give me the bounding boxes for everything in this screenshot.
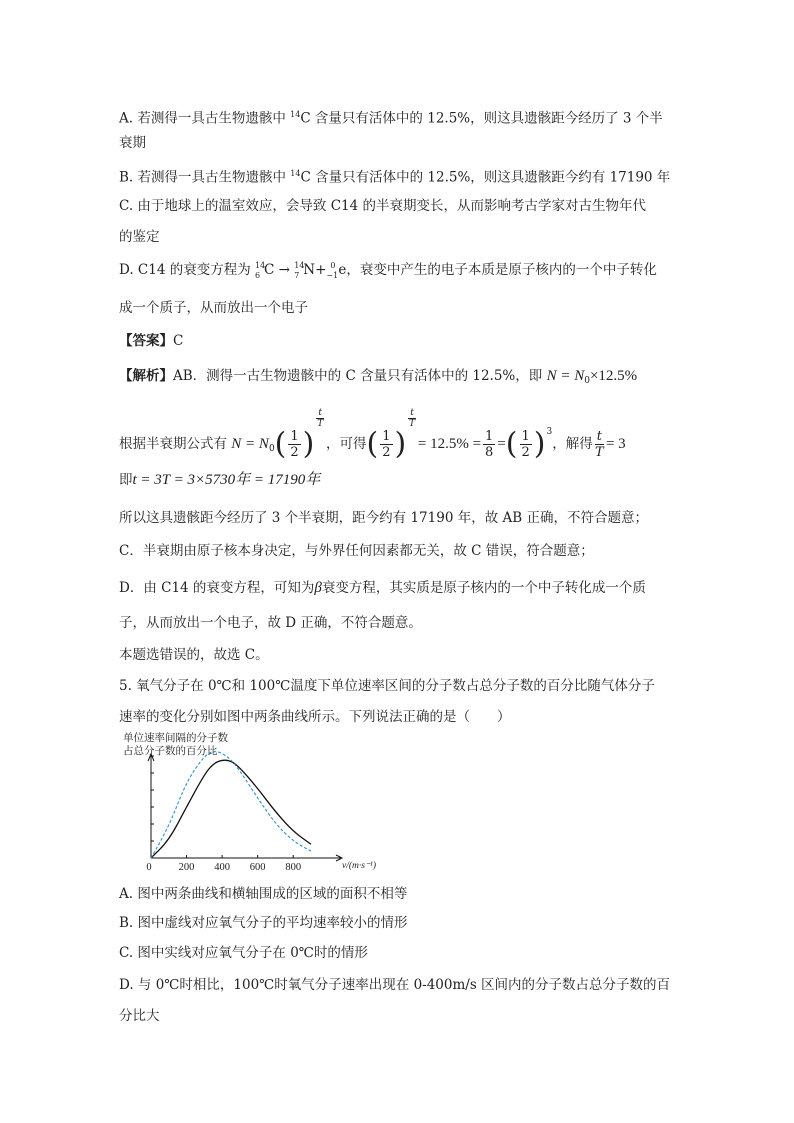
fraction-t-over-T: $\frac{t}{T}$ — [595, 429, 604, 460]
formula-eq: = — [497, 436, 506, 452]
analysis-text: 即 — [119, 472, 133, 488]
electron-nuclide: 0 −1 — [326, 260, 339, 280]
question5-line1: 5. 氧气分子在 0℃和 100℃温度下单位速率区间的分子数占总分子数的百分比随气体分子 — [119, 678, 655, 694]
option-d-text: D. C14 的衰变方程为 — [119, 262, 256, 278]
carbon-symbol: C — [264, 262, 275, 278]
formula-n: N = N — [231, 436, 269, 452]
analysis-text: 根据半衰期公式有 — [119, 436, 232, 452]
question5-line2: 速率的变化分别如图中两条曲线所示。下列说法正确的是（ ） — [119, 709, 511, 725]
analysis-label: 【解析】 — [119, 368, 173, 384]
nitrogen-nuclide: 14 7 — [294, 260, 305, 280]
option-d-text-cont: ，衰变中产生的电子本质是原子核内的一个中子转化 — [346, 262, 657, 278]
option-b-text: B. 若测得一具古生物遗骸中 — [119, 169, 291, 186]
option-b-text-cont: C 含量只有活体中的 12.5%，则这具遗骸距今约有 17190 年 — [300, 169, 671, 186]
analysis-line4: 所以这具遗骸距今经历了 3 个半衰期，距今约有 17190 年，故 AB 正确，不符合题意； — [119, 510, 648, 526]
analysis-line1 — [119, 366, 637, 391]
analysis-text: AB．测得一古生物遗骸中的 C 含量只有活体中的 12.5%，即 — [173, 368, 547, 384]
analysis-text: D．由 C14 的衰变方程，可知为 — [119, 580, 315, 596]
isotope-mass: 14 — [290, 169, 301, 178]
exponent-t-over-T: $\frac{t}{T}$ — [317, 408, 324, 429]
formula-sub: 0 — [584, 376, 590, 386]
option-a-text-cont: C 含量只有活体中的 12.5%，则这具遗骸距今经历了 3 个半 — [300, 110, 663, 127]
fraction-half: $\frac{1}{2}$ — [382, 429, 391, 460]
option-a-line1 — [119, 105, 663, 129]
answer — [119, 331, 183, 351]
option-c-line2: 的鉴定 — [119, 229, 160, 245]
x-axis-label: v/(m·s⁻¹) — [342, 861, 376, 871]
analysis-line8: 本题选错误的，故选 C。 — [119, 647, 269, 663]
analysis-text: ，可得 — [326, 436, 367, 452]
option-a-line2: 衰期 — [119, 135, 146, 151]
arrow-icon: → — [278, 262, 290, 278]
electron-symbol: e — [338, 262, 347, 278]
formula-eq: = 12.5% = — [417, 436, 482, 452]
y-axis-label-line1: 单位速率间隔的分子数 — [123, 732, 228, 744]
formula-time: t = 3T = 3×5730年 = 17190年 — [132, 472, 321, 488]
y-axis-label-line2: 占总分子数的百分比 — [123, 745, 218, 757]
isotope-mass: 14 — [290, 110, 301, 119]
q5-option-a: A. 图中两条曲线和横轴围成的区域的面积不相等 — [119, 886, 408, 902]
analysis-line7: 子，从而放出一个电子，故 D 正确，不符合题意。 — [119, 615, 422, 631]
fraction-half: $\frac{1}{2}$ — [521, 429, 530, 460]
q5-option-d-line1: D. 与 0℃时相比，100℃时氧气分子速率出现在 0-400m/s 区间内的分子数占总分子数的百 — [119, 977, 671, 993]
x-tick-label: 200 — [178, 862, 195, 873]
option-a-text: A. 若测得一具古生物遗骸中 — [119, 110, 291, 127]
formula-end: ×12.5% — [589, 368, 638, 384]
solid-curve — [151, 760, 311, 858]
x-tick-label: 400 — [214, 862, 230, 873]
formula-result: = 3 — [605, 436, 626, 452]
formula-sub: 0 — [268, 444, 275, 454]
analysis-text: ，解得 — [552, 436, 593, 452]
analysis-line2: 根据半衰期公式有 $N = N_0$( $\frac{1}{2}$ ) $\frac{t}{T}$ ，可得( $\frac{1}{2}$ ) $\frac{t}{T}$ = 12.5% = $\frac{1}{8}$ =( $\frac{1}{2}$ )$^3$，解得 $\frac{t}{T}$ = 3 — [119, 408, 626, 462]
dashed-curve — [151, 752, 311, 858]
option-c-line1: C. 由于地球上的温室效应，会导致 C14 的半衰期变长，从而影响考古学家对古生物年代 — [119, 198, 647, 214]
answer-label: 【答案】 — [119, 333, 173, 349]
option-b — [119, 164, 670, 188]
beta-symbol: β — [314, 580, 322, 596]
option-d-line1 — [119, 260, 657, 281]
x-tick-label: 0 — [146, 862, 152, 873]
answer-value: C — [173, 333, 184, 349]
fraction-half: $\frac{1}{2}$ — [290, 429, 299, 460]
analysis-line5: C．半衰期由原子核本身决定，与外界任何因素都无关，故 C 错误，符合题意； — [119, 543, 594, 559]
analysis-line3 — [119, 470, 320, 490]
q5-option-b: B. 图中虚线对应氧气分子的平均速率较小的情形 — [119, 915, 408, 931]
nitrogen-symbol: N+ — [303, 262, 327, 278]
x-tick-label: 600 — [249, 862, 266, 873]
q5-option-c: C. 图中实线对应氧气分子在 0℃时的情形 — [119, 945, 368, 961]
q5-option-d-line2: 分比大 — [119, 1008, 160, 1024]
formula-n: N = N — [546, 368, 585, 384]
option-d-line2: 成一个质子，从而放出一个电子 — [119, 300, 308, 316]
x-tick-label: 800 — [285, 862, 302, 873]
carbon-nuclide: 14 6 — [255, 260, 266, 280]
velocity-distribution-chart — [119, 728, 376, 876]
fraction-eighth: $\frac{1}{8}$ — [485, 429, 494, 460]
analysis-text-cont: 衰变方程，其实质是原子核内的一个中子转化成一个质 — [321, 580, 646, 596]
exponent-t-over-T: $\frac{t}{T}$ — [409, 408, 416, 429]
analysis-line6 — [119, 578, 646, 598]
exponent-3: 3 — [546, 427, 553, 437]
